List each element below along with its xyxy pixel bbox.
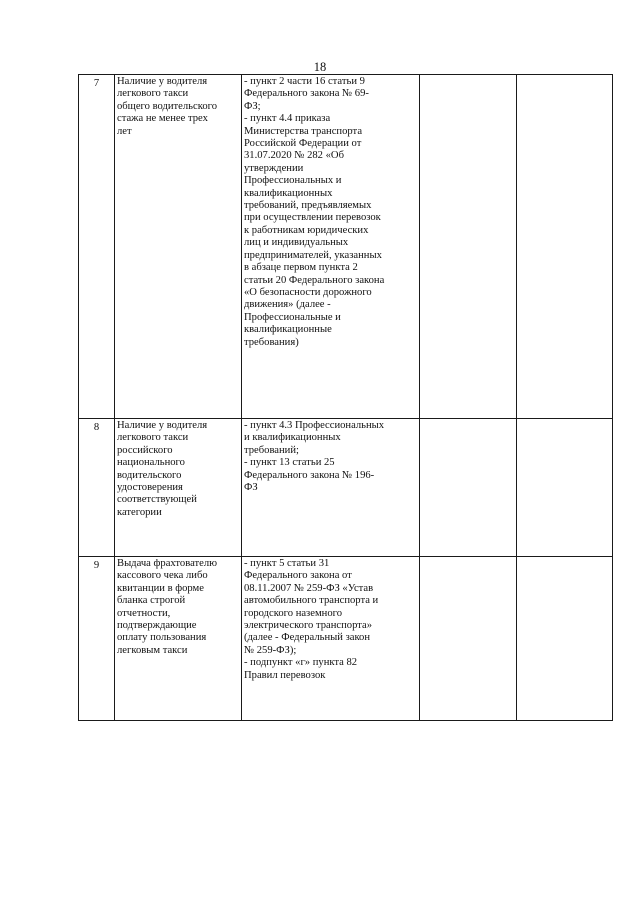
cell-text-line: легкового такси — [117, 88, 189, 100]
cell-text-line: требования) — [244, 336, 299, 348]
requirement-cell — [115, 557, 242, 721]
row-number: 8 — [93, 422, 100, 433]
row-number-cell — [79, 419, 115, 557]
answer-cell — [420, 75, 517, 419]
cell-text-line: квалификационные — [244, 324, 332, 336]
cell-text-line: Федерального закона № 69- — [244, 88, 369, 100]
answer-cell — [420, 419, 517, 557]
cell-text-line: городского наземного — [244, 607, 342, 619]
legal-basis-cell — [242, 557, 420, 721]
cell-text-line: автомобильного транспорта и — [244, 595, 379, 607]
cell-text-line: Выдача фрахтователю — [117, 558, 218, 569]
cell-text-line: лет — [117, 125, 132, 137]
cell-text-line: легкового такси — [117, 432, 189, 444]
cell-text-line: требований; — [244, 444, 299, 456]
legal-basis-cell — [242, 419, 420, 557]
cell-text-line: - пункт 5 статьи 31 — [244, 558, 330, 569]
cell-text-line: легковым такси — [117, 644, 188, 656]
cell-text-line: 08.11.2007 № 259-ФЗ «Устав — [244, 582, 374, 594]
cell-text-line: Профессиональные и — [244, 311, 341, 323]
cell-text-line: - пункт 4.3 Профессиональных — [244, 420, 385, 431]
cell-text-line: движения» (далее - — [244, 299, 331, 311]
cell-text-line: 31.07.2020 № 282 «Об — [244, 150, 344, 162]
cell-text-line: Профессиональных и — [244, 175, 342, 187]
cell-text-line: - пункт 2 части 16 статьи 9 — [244, 76, 365, 87]
cell-text-line: удостоверения — [117, 482, 183, 494]
cell-text-line: при осуществлении перевозок — [244, 212, 381, 224]
answer-cell — [420, 557, 517, 721]
cell-text-line: оплату пользования — [117, 632, 207, 644]
cell-text-line: кассового чека либо — [117, 570, 208, 582]
cell-text-line: отчетности, — [117, 607, 171, 619]
table-row — [79, 557, 613, 721]
cell-text-line: общего водительского — [117, 100, 217, 112]
cell-text-line: российского — [117, 444, 173, 456]
cell-text-line: предпринимателей, указанных — [244, 249, 382, 261]
cell-text-line: - подпункт «г» пункта 82 — [244, 657, 358, 669]
cell-text-line: Министерства транспорта — [244, 125, 363, 137]
cell-text-line: категории — [117, 506, 162, 518]
cell-text-line: статьи 20 Федерального закона — [244, 274, 385, 286]
cell-text-line: - пункт 13 статьи 25 — [244, 457, 335, 469]
cell-text-line: соответствующей — [117, 494, 197, 506]
cell-text-line: Наличие у водителя — [117, 76, 208, 87]
cell-text-line: ФЗ; — [244, 100, 261, 112]
row-number-cell — [79, 557, 115, 721]
note-cell — [517, 75, 613, 419]
cell-text-line: в абзаце первом пункта 2 — [244, 262, 358, 274]
cell-text-line: ФЗ — [244, 482, 258, 494]
cell-text-line: Российской Федерации от — [244, 138, 362, 150]
checklist-table — [78, 74, 613, 721]
cell-text-line: (далее - Федеральный закон — [244, 632, 371, 644]
note-cell — [517, 557, 613, 721]
cell-text-line: № 259-ФЗ); — [244, 644, 297, 656]
cell-text-line: электрического транспорта» — [244, 620, 373, 632]
cell-text-line: бланка строгой — [117, 595, 186, 607]
cell-text-line: Наличие у водителя — [117, 420, 208, 431]
row-number: 9 — [93, 560, 100, 571]
cell-text-line: и квалификационных — [244, 432, 341, 444]
row-number: 7 — [93, 78, 100, 89]
requirement-cell — [115, 75, 242, 419]
cell-text-line: «О безопасности дорожного — [244, 286, 372, 298]
requirement-cell — [115, 419, 242, 557]
cell-text-line: квалификационных — [244, 187, 333, 199]
cell-text-line: утверждении — [244, 162, 304, 174]
cell-text-line: стажа не менее трех — [117, 113, 208, 125]
row-number-cell — [79, 75, 115, 419]
cell-text-line: Федерального закона от — [244, 570, 352, 582]
cell-text-line: Правил перевозок — [244, 669, 326, 681]
table-row — [79, 75, 613, 419]
cell-text-line: водительского — [117, 469, 182, 481]
cell-text-line: к работникам юридических — [244, 224, 369, 236]
cell-text-line: требований, предъявляемых — [244, 200, 372, 212]
cell-text-line: лиц и индивидуальных — [244, 237, 349, 249]
table-row — [79, 419, 613, 557]
page-number: 18 — [313, 60, 327, 74]
note-cell — [517, 419, 613, 557]
cell-text-line: квитанции в форме — [117, 582, 204, 594]
legal-basis-cell — [242, 75, 420, 419]
cell-text-line: Федерального закона № 196- — [244, 469, 375, 481]
cell-text-line: национального — [117, 457, 185, 469]
cell-text-line: - пункт 4.4 приказа — [244, 113, 331, 125]
cell-text-line: подтверждающие — [117, 620, 197, 632]
